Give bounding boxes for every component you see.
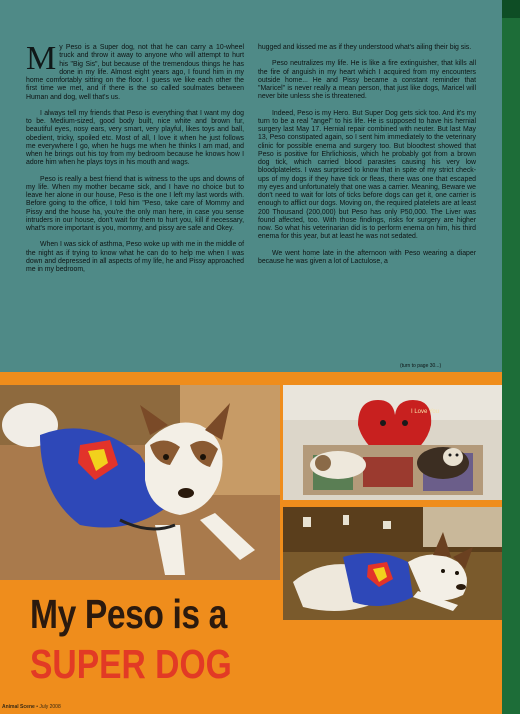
page-edge-strip [502, 0, 520, 714]
issue-date: • July 2008 [36, 704, 61, 710]
lying-dog-illustration [283, 507, 502, 620]
paragraph: Peso is really a best friend that is witness to the ups and downs of my life. When my mother became sick, and I have no choice but to leave her alone in our house, Peso is the one I left my last words with. Before going to the office, I told him "Peso, take care of Mommy and Pissy and the house ha, you're the only man here, in case you sense intruders in our house, don't wait for them to hurt you, kill if necessary, what's more important is you, mommy, and pissy are safe and Okey. [26, 175, 244, 232]
magazine-name: Animal Scene [2, 704, 35, 710]
continued-note: (turn to page 30...) [400, 363, 442, 369]
paragraph [26, 40, 244, 102]
headline-line-2: SUPER DOG [30, 641, 232, 687]
article-column-2 [258, 44, 476, 274]
headline-line-1: My Peso is a [30, 591, 227, 637]
page-footer [2, 704, 61, 710]
dog-photo-illustration [0, 385, 280, 580]
photo-dogs-with-heart-pillow [283, 385, 502, 500]
photo-peso-lying-down [283, 507, 502, 620]
paragraph: I always tell my friends that Peso is everything that I want my dog to be. Medium-sized, good body built, nice white and brown fur, beautiful eyes, nosy ears, very smart, very playful, likes toys and ball, obedient, tricky, spoiled etc. Most of all, I love it when he just follows me everywhere I go, when he hugs me when he thinks I am mad, and when he brings out his toy from my bedroom because he knows how I adore him when he plays toys in his mouth and wags. [26, 109, 244, 167]
heart-pillow-illustration [283, 385, 502, 500]
paragraph: hugged and kissed me as if they understood what's ailing their big sis. [258, 44, 472, 51]
paragraph-text: y Peso is a Super dog, not that he can carry a 10-wheel truck and throw it away to anyone who will attempt to hurt his "Big Sis", but because of the tremendous things he has done in my life. Almost eight years ago, I found him in my home comfortably sitting on the floor. I guess we like each other the first time we met, and if there is the so called soulmates between Human and dog, well that's us. [26, 44, 244, 101]
article-column-1 [26, 40, 244, 282]
paragraph: When I was sick of asthma, Peso woke up with me in the middle of the night as if trying to know what he can do to help me when I was down and depressed in all aspects of my life, he and Pissy approached me in my bedroom, [26, 241, 244, 273]
paragraph: Indeed, Peso is my Hero. But Super Dog gets sick too. And it's my turn to be a real "angel" to his life. He is supposed to have his hernial surgery last May 17. Hernial repair combined with neuter. But last May 13, Peso constipated again, so I sent him immediately to the veterinary clinic for possible enema and surgery too. But bloodtest showed that Peso is positive for Ehrlichiosis, which he probably got from a brown dog tick, which carried blood parasites causing his very low bloodplatelets. I was surprised to know that in spite of my strict check-ups of my dogs if they have tick or fleas, there was one that escaped my eyes and unfortunately that one was a carrier. Meaning, Beware we don't need to wait for lots of ticks before dogs can get it, one carrier is enough to afflict our dogs. Moving on, the required platelets are at least 200 Thousand (200,000) but Peso has only P50,000. The Liver was found affected, too. With those findings, risks for surgery are higher now. So what his veterinarian did is to perform enema on him, his third enema for this year, but at least he was not sedated. [258, 109, 476, 241]
paragraph: We went home late in the afternoon with Peso wearing a diaper because he was given a lot of Lactulose, a [258, 249, 476, 265]
pillow-text: I Love You [411, 409, 440, 415]
drop-cap: M [26, 40, 57, 77]
photo-peso-superman-shirt [0, 385, 280, 580]
paragraph: Peso neutralizes my life. He is like a fire extinguisher, that kills all the fire of anguish in my heart which I acquired from my encounters outside home... He and Pissy became a constant reminder that "Maricel" is never really a mean person, that just like dogs, Maricel will never bite unless she is threatened. [258, 60, 476, 101]
